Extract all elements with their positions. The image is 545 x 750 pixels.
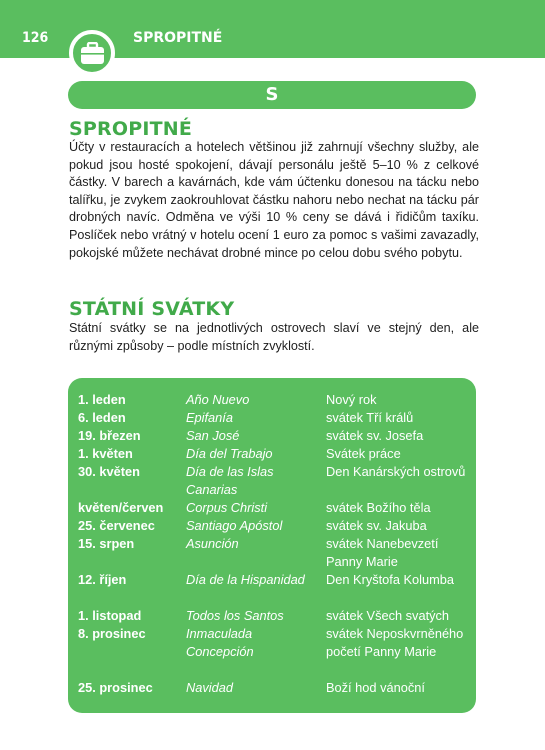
- holiday-czech-name: svátek sv. Josefa: [326, 428, 424, 443]
- holiday-czech-name: svátek Všech svatých: [326, 608, 450, 623]
- icon-badge: [69, 30, 115, 76]
- page-number: 126: [22, 30, 49, 46]
- chapter-title: SPROPITNÉ: [133, 30, 223, 46]
- holiday-date: 1. květen: [78, 446, 133, 461]
- holiday-spanish-name: Año Nuevo: [186, 392, 250, 407]
- holiday-date: květen/červen: [78, 500, 164, 515]
- holiday-date: 19. březen: [78, 428, 141, 443]
- holiday-spanish-name: Epifanía: [186, 410, 233, 425]
- holiday-date: 30. květen: [78, 464, 140, 479]
- holiday-czech-name: svátek sv. Jakuba: [326, 518, 427, 533]
- holiday-spanish-name: Corpus Christi: [186, 500, 268, 515]
- holiday-spanish-name: Santiago Apóstol: [186, 518, 283, 533]
- holiday-date: 1. listopad: [78, 608, 142, 623]
- holiday-spanish-name: Inmaculada Concepción: [186, 626, 254, 659]
- holiday-czech-name: svátek Božího těla: [326, 500, 431, 515]
- holiday-spanish-name: Navidad: [186, 680, 233, 695]
- holiday-czech-name: Boží hod vánoční: [326, 680, 425, 695]
- holiday-czech-name: svátek Neposkvrněného početí Panny Marie: [326, 626, 464, 659]
- holiday-czech-name: svátek Tří králů: [326, 410, 414, 425]
- holiday-date: 25. prosinec: [78, 680, 153, 695]
- holidays-intro-text: Státní svátky se na jednotlivých ostrovech slaví ve stejný den, ale různými způsoby – podle místních zvyklostí.: [69, 321, 479, 353]
- holiday-czech-name: Svátek práce: [326, 446, 401, 461]
- section-heading-tipping: SPROPITNÉ: [69, 118, 193, 140]
- holiday-date: 12. říjen: [78, 572, 127, 587]
- holiday-spanish-name: Día de las Islas Canarias: [186, 464, 274, 497]
- suitcase-icon: [80, 42, 105, 65]
- holiday-date: 8. prosinec: [78, 626, 146, 641]
- holiday-czech-name: Den Kanárských ostrovů: [326, 464, 466, 479]
- section-letter-bar: S: [68, 81, 476, 109]
- holiday-czech-name: svátek Nanebevzetí Panny Marie: [326, 536, 439, 569]
- holiday-spanish-name: Día de la Hispanidad: [186, 572, 305, 587]
- holiday-spanish-name: Todos los Santos: [186, 608, 284, 623]
- section-heading-holidays: STÁTNÍ SVÁTKY: [69, 298, 235, 320]
- holidays-table: [68, 378, 476, 713]
- holiday-date: 15. srpen: [78, 536, 135, 551]
- holiday-czech-name: Nový rok: [326, 392, 377, 407]
- holiday-spanish-name: San José: [186, 428, 240, 443]
- holiday-date: 25. červenec: [78, 518, 155, 533]
- holiday-date: 1. leden: [78, 392, 126, 407]
- holiday-spanish-name: Día del Trabajo: [186, 446, 273, 461]
- holiday-date: 6. leden: [78, 410, 126, 425]
- tipping-text: Účty v restauracích a hotelech většinou již zahrnují všechny služby, ale pokud jsou hosté spokojení, dávají personálu ještě 5–10 % z celkové částky. V barech a kavárnách, kde vám účtenku donesou na tácku nebo talířku, je zvykem zaokrouhlovat částku nahoru nebo nechat na tácku pár drobných navíc. Odměna ve výši 10 % ceny se dává i řidičům taxíku. Poslíček nebo vrátný v hotelu ocení 1 euro za pomoc s vašimi zavazadly, pokojské můžete nechávat drobné mince po celou dobu svého pobytu.: [69, 140, 479, 260]
- holiday-spanish-name: Asunción: [186, 536, 239, 551]
- holiday-czech-name: Den Kryštofa Kolumba: [326, 572, 455, 587]
